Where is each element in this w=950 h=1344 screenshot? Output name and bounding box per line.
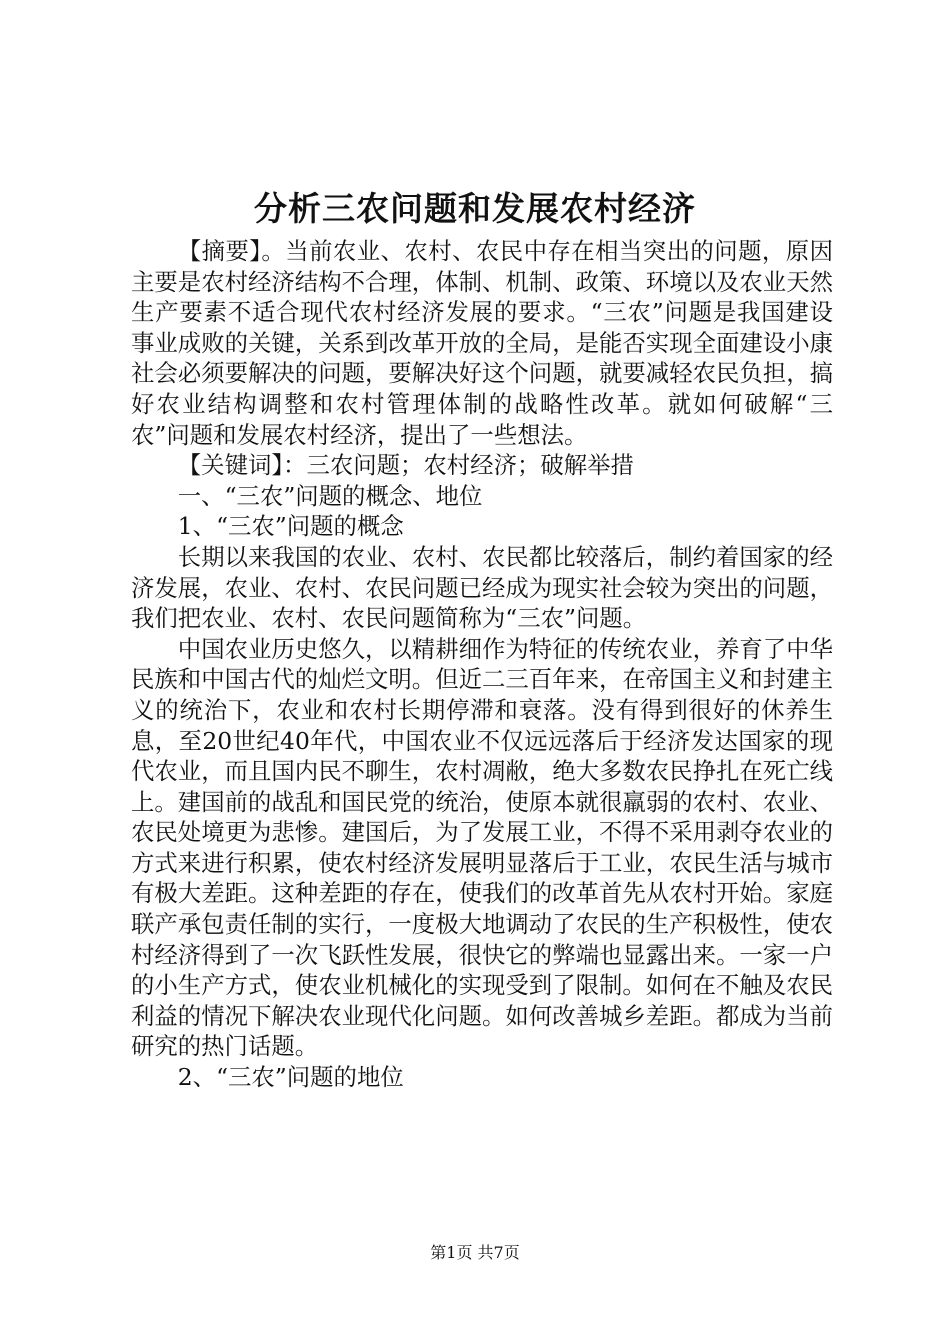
keywords-line: 【关键词】：三农问题；农村经济；破解举措 [177, 451, 634, 480]
abstract-paragraph: 【摘要】。当前农业、农村、农民中存在相当突出的问题，原因主要是农村经济结构不合理，体制、机制、政策、环境以及农业天然生产要素不适合现代农村经济发展的要求。“三农”问题是我国建设事业成败的关键，关系到改革开放的全局，是能否实现全面建设小康社会必须要解决的问题，要解决好这个问题，就要减轻农民负担，搞好农业结构调整和农村管理体制的战略性改革。就如何破解“三农”问题和发展农村经济，提出了一些想法。 [131, 237, 833, 449]
document-title: 分析三农问题和发展农村经济 [254, 189, 696, 228]
section-heading-1: 一、“三农”问题的概念、地位 [177, 481, 483, 510]
body-paragraph: 长期以来我国的农业、农村、农民都比较落后，制约着国家的经济发展，农业、农村、农民问题已经成为现实社会较为突出的问题，我们把农业、农村、农民问题简称为“三农”问题。 [131, 542, 833, 633]
document-body [131, 236, 833, 1093]
page-footer: 第1页 共7页 [430, 1243, 520, 1262]
subsection-heading-2: 2、“三农”问题的地位 [177, 1063, 404, 1092]
subsection-heading-1: 1、“三农”问题的概念 [177, 512, 404, 541]
body-paragraph: 中国农业历史悠久，以精耕细作为特征的传统农业，养育了中华民族和中国古代的灿烂文明。但近二三百年来，在帝国主义和封建主义的统治下，农业和农村长期停滞和衰落。没有得到很好的休养生息，至20世纪40年代，中国农业不仅远远落后于经济发达国家的现代农业，而且国内民不聊生，农村凋敝，绝大多数农民挣扎在死亡线上。建国前的战乱和国民党的统治，使原本就很羸弱的农村、农业、农民处境更为悲惨。建国后，为了发展工业，不得不采用剥夺农业的方式来进行积累，使农村经济发展明显落后于工业，农民生活与城市有极大差距。这种差距的存在，使我们的改革首先从农村开始。家庭联产承包责任制的实行，一度极大地调动了农民的生产积极性，使农村经济得到了一次飞跃性发展，很快它的弊端也显露出来。一家一户的小生产方式，使农业机械化的实现受到了限制。如何在不触及农民利益的情况下解决农业现代化问题。如何改善城乡差距。都成为当前研究的热门话题。 [131, 634, 833, 1061]
